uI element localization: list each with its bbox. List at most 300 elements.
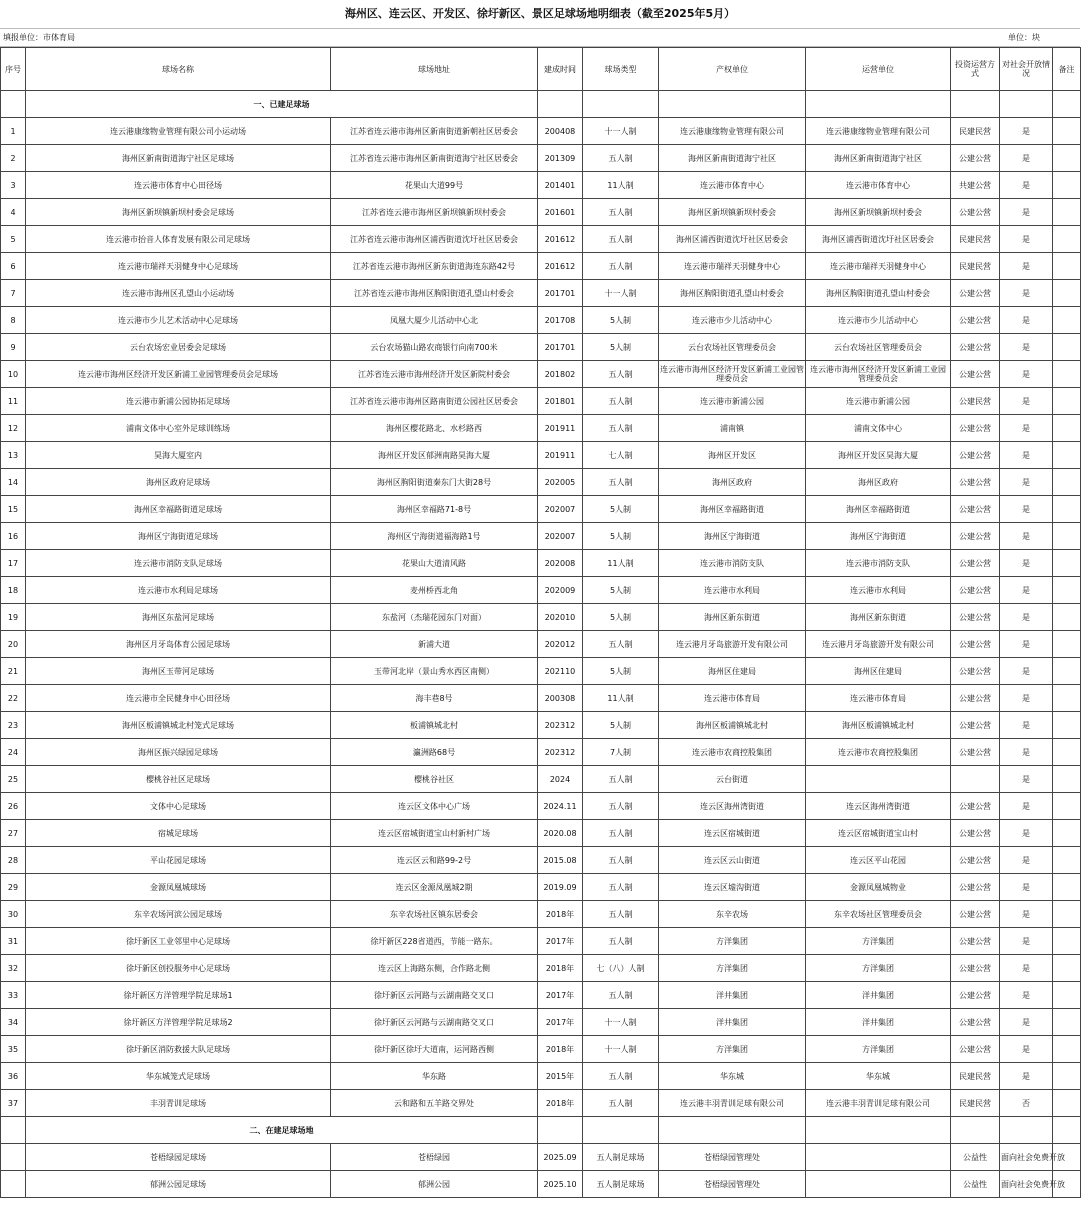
- cell-time: 200408: [538, 118, 583, 145]
- cell-addr: 江苏省连云港市海州区新东街道海连东路42号: [331, 253, 538, 280]
- table-cell: [1053, 91, 1081, 118]
- cell-note: [1053, 1090, 1081, 1117]
- cell-invest: 公建公营: [951, 1036, 1000, 1063]
- cell-name: 连云港市消防支队足球场: [26, 550, 331, 577]
- cell-time: 202005: [538, 469, 583, 496]
- cell-no: 23: [1, 712, 26, 739]
- cell-name: 金源凤凰城球场: [26, 874, 331, 901]
- table-row: [1, 361, 1081, 388]
- cell-operator: 连云区宿城街道宝山村: [806, 820, 951, 847]
- cell-operator: 连云港月牙岛旅游开发有限公司: [806, 631, 951, 658]
- table-row: [1, 685, 1081, 712]
- cell-note: [1053, 847, 1081, 874]
- col-header-operator: 运营单位: [806, 48, 951, 91]
- cell-owner: 海州区浦西街道沈圩社区居委会: [659, 226, 806, 253]
- table-cell: [659, 1117, 806, 1144]
- cell-owner: 连云港市消防支队: [659, 550, 806, 577]
- cell-owner: 海州区宁海街道: [659, 523, 806, 550]
- cell-open: 是: [1000, 550, 1053, 577]
- table-row: [1, 307, 1081, 334]
- cell-time: 2018年: [538, 901, 583, 928]
- cell-name: 徐圩新区方洋管理学院足球场1: [26, 982, 331, 1009]
- cell-operator: 连云港市水利局: [806, 577, 951, 604]
- cell-invest: 公建公营: [951, 820, 1000, 847]
- cell-time: 201802: [538, 361, 583, 388]
- cell-open: 是: [1000, 577, 1053, 604]
- cell-operator: 海州区幸福路街道: [806, 496, 951, 523]
- table-cell: [951, 91, 1000, 118]
- table-cell: [951, 1117, 1000, 1144]
- cell-addr: 苍梧绿园: [331, 1144, 538, 1171]
- cell-owner: 连云港市体育中心: [659, 172, 806, 199]
- cell-no: 1: [1, 118, 26, 145]
- cell-open: 面向社会免费开放: [1000, 1144, 1053, 1171]
- cell-invest: 公建公营: [951, 496, 1000, 523]
- cell-note: [1053, 415, 1081, 442]
- cell-invest: 公建公营: [951, 685, 1000, 712]
- cell-addr: 江苏省连云港市海州经济开发区新院村委会: [331, 361, 538, 388]
- cell-time: 201701: [538, 334, 583, 361]
- cell-addr: 徐圩新区云河路与云湖南路交叉口: [331, 1009, 538, 1036]
- cell-addr: 连云区云和路99-2号: [331, 847, 538, 874]
- cell-addr: 樱桃谷社区: [331, 766, 538, 793]
- cell-no: 10: [1, 361, 26, 388]
- cell-no: 36: [1, 1063, 26, 1090]
- cell-open: 是: [1000, 118, 1053, 145]
- cell-note: [1053, 361, 1081, 388]
- cell-time: 200308: [538, 685, 583, 712]
- cell-invest: 公建公营: [951, 280, 1000, 307]
- col-header-note: 备注: [1053, 48, 1081, 91]
- cell-owner: 海州区住建局: [659, 658, 806, 685]
- cell-note: [1053, 334, 1081, 361]
- cell-type: 五人制: [583, 874, 659, 901]
- cell-name: 海州区政府足球场: [26, 469, 331, 496]
- cell-no: 20: [1, 631, 26, 658]
- cell-owner: 连云港市农商控股集团: [659, 739, 806, 766]
- cell-type: 五人制: [583, 928, 659, 955]
- cell-operator: 海州区板浦镇城北村: [806, 712, 951, 739]
- cell-note: [1053, 442, 1081, 469]
- cell-invest: 民建民营: [951, 1063, 1000, 1090]
- table-cell: [1, 1117, 26, 1144]
- section-row: [1, 91, 1081, 118]
- table-cell: [538, 1117, 583, 1144]
- cell-invest: 公建公营: [951, 928, 1000, 955]
- cell-addr: 江苏省连云港市海州区浦西街道沈圩社区居委会: [331, 226, 538, 253]
- cell-operator: 连云港市瑞祥天羽健身中心: [806, 253, 951, 280]
- cell-type: 五人制: [583, 982, 659, 1009]
- cell-open: 是: [1000, 172, 1053, 199]
- table-row: [1, 145, 1081, 172]
- cell-open: 是: [1000, 847, 1053, 874]
- cell-type: 五人制: [583, 901, 659, 928]
- cell-addr: 徐圩新区228省道西，节能一路东。: [331, 928, 538, 955]
- cell-open: 是: [1000, 442, 1053, 469]
- cell-time: 201801: [538, 388, 583, 415]
- cell-time: 201401: [538, 172, 583, 199]
- cell-note: [1053, 739, 1081, 766]
- cell-name: 连云港市体育中心田径场: [26, 172, 331, 199]
- cell-addr: 东盐河（杰瑞花园东门对面）: [331, 604, 538, 631]
- cell-open: 是: [1000, 415, 1053, 442]
- cell-addr: 连云区文体中心广场: [331, 793, 538, 820]
- cell-name: 连云港康缘物业管理有限公司小运动场: [26, 118, 331, 145]
- cell-type: 五人制: [583, 361, 659, 388]
- table-row: [1, 334, 1081, 361]
- cell-no: [1, 1144, 26, 1171]
- cell-operator: 东辛农场社区管理委员会: [806, 901, 951, 928]
- cell-type: 5人制: [583, 712, 659, 739]
- table-row: [1, 577, 1081, 604]
- cell-owner: 东辛农场: [659, 901, 806, 928]
- table-row: [1, 1009, 1081, 1036]
- cell-addr: 云台农场猫山路农商银行向南700米: [331, 334, 538, 361]
- cell-open: 是: [1000, 307, 1053, 334]
- cell-operator: [806, 1144, 951, 1171]
- cell-open: 是: [1000, 685, 1053, 712]
- col-header-owner: 产权单位: [659, 48, 806, 91]
- cell-time: 202009: [538, 577, 583, 604]
- cell-no: 34: [1, 1009, 26, 1036]
- cell-type: 五人制: [583, 631, 659, 658]
- cell-operator: 浦南文体中心: [806, 415, 951, 442]
- cell-type: 11人制: [583, 685, 659, 712]
- table-row: [1, 442, 1081, 469]
- cell-no: 35: [1, 1036, 26, 1063]
- cell-operator: 连云区海州湾街道: [806, 793, 951, 820]
- cell-owner: 连云港市水利局: [659, 577, 806, 604]
- cell-no: 32: [1, 955, 26, 982]
- cell-name: 云台农场宏业居委会足球场: [26, 334, 331, 361]
- unit-label: 单位：块: [1008, 33, 1040, 42]
- cell-name: 徐圩新区工业邻里中心足球场: [26, 928, 331, 955]
- cell-type: 11人制: [583, 172, 659, 199]
- table-row: [1, 388, 1081, 415]
- cell-type: 五人制: [583, 469, 659, 496]
- cell-name: 海州区新南街道海宁社区足球场: [26, 145, 331, 172]
- cell-owner: 连云区墟沟街道: [659, 874, 806, 901]
- col-header-invest: 投资运营方式: [951, 48, 1000, 91]
- cell-time: 2017年: [538, 982, 583, 1009]
- cell-open: 是: [1000, 388, 1053, 415]
- cell-note: [1053, 604, 1081, 631]
- cell-operator: 海州区宁海街道: [806, 523, 951, 550]
- table-row: [1, 874, 1081, 901]
- cell-invest: 公建公营: [951, 361, 1000, 388]
- cell-name: 浦南文体中心室外足球训练场: [26, 415, 331, 442]
- cell-name: 丰羽青训足球场: [26, 1090, 331, 1117]
- cell-type: 十一人制: [583, 1036, 659, 1063]
- table-cell: [583, 1117, 659, 1144]
- col-header-time: 建成时间: [538, 48, 583, 91]
- cell-no: 21: [1, 658, 26, 685]
- cell-name: 海州区东盐河足球场: [26, 604, 331, 631]
- table-row: [1, 280, 1081, 307]
- cell-name: 徐圩新区创投服务中心足球场: [26, 955, 331, 982]
- cell-no: 18: [1, 577, 26, 604]
- table-row: [1, 793, 1081, 820]
- cell-no: 12: [1, 415, 26, 442]
- cell-open: 是: [1000, 820, 1053, 847]
- cell-owner: 方洋集团: [659, 955, 806, 982]
- cell-time: 2020.08: [538, 820, 583, 847]
- section-title: 一、已建足球场: [26, 91, 538, 118]
- table-row: [1, 928, 1081, 955]
- cell-owner: 华东城: [659, 1063, 806, 1090]
- cell-name: 徐圩新区消防救援大队足球场: [26, 1036, 331, 1063]
- table-row: [1, 712, 1081, 739]
- cell-open: 是: [1000, 469, 1053, 496]
- cell-open: 是: [1000, 1036, 1053, 1063]
- cell-no: 29: [1, 874, 26, 901]
- cell-name: 海州区宁海街道足球场: [26, 523, 331, 550]
- cell-operator: 云台农场社区管理委员会: [806, 334, 951, 361]
- table-row: [1, 469, 1081, 496]
- cell-owner: 浦南镇: [659, 415, 806, 442]
- cell-no: 11: [1, 388, 26, 415]
- cell-invest: 公建公营: [951, 469, 1000, 496]
- cell-owner: 连云港市海州区经济开发区新浦工业园管理委员会: [659, 361, 806, 388]
- cell-addr: 凤凰大厦少儿活动中心北: [331, 307, 538, 334]
- cell-operator: 海州区新东街道: [806, 604, 951, 631]
- cell-note: [1053, 955, 1081, 982]
- cell-operator: 海州区政府: [806, 469, 951, 496]
- cell-owner: 连云港市少儿活动中心: [659, 307, 806, 334]
- cell-time: 202110: [538, 658, 583, 685]
- cell-owner: 洋井集团: [659, 1009, 806, 1036]
- cell-type: 五人制: [583, 199, 659, 226]
- table-body: [1, 91, 1081, 1198]
- cell-note: [1053, 928, 1081, 955]
- table-row: [1, 1171, 1081, 1198]
- cell-type: 五人制: [583, 388, 659, 415]
- stadium-table: [0, 47, 1081, 1198]
- cell-owner: 连云港月牙岛旅游开发有限公司: [659, 631, 806, 658]
- cell-name: 文体中心足球场: [26, 793, 331, 820]
- table-row: [1, 847, 1081, 874]
- cell-invest: 公建公营: [951, 307, 1000, 334]
- table-cell: [1053, 1117, 1081, 1144]
- cell-owner: 海州区新坝镇新坝村委会: [659, 199, 806, 226]
- table-row: [1, 631, 1081, 658]
- cell-name: 连云港市水利局足球场: [26, 577, 331, 604]
- cell-addr: 东辛农场社区镇东居委会: [331, 901, 538, 928]
- cell-note: [1053, 226, 1081, 253]
- cell-operator: [806, 1171, 951, 1198]
- table-cell: [806, 91, 951, 118]
- cell-time: 202008: [538, 550, 583, 577]
- cell-addr: 江苏省连云港市海州区新南街道新朝社区居委会: [331, 118, 538, 145]
- table-row: [1, 118, 1081, 145]
- cell-operator: 方洋集团: [806, 928, 951, 955]
- cell-name: 连云港市海州区经济开发区新浦工业园管理委员会足球场: [26, 361, 331, 388]
- cell-no: 28: [1, 847, 26, 874]
- cell-invest: 公建公营: [951, 442, 1000, 469]
- cell-owner: 连云港市瑞祥天羽健身中心: [659, 253, 806, 280]
- cell-note: [1053, 496, 1081, 523]
- cell-type: 五人制: [583, 1063, 659, 1090]
- cell-owner: 连云港市新浦公园: [659, 388, 806, 415]
- table-cell: [1, 91, 26, 118]
- cell-owner: 海州区新东街道: [659, 604, 806, 631]
- cell-operator: 海州区浦西街道沈圩社区居委会: [806, 226, 951, 253]
- cell-operator: 连云港市体育局: [806, 685, 951, 712]
- cell-no: 33: [1, 982, 26, 1009]
- cell-invest: 公建公营: [951, 847, 1000, 874]
- cell-operator: 海州区新坝镇新坝村委会: [806, 199, 951, 226]
- cell-operator: 连云港康缘物业管理有限公司: [806, 118, 951, 145]
- cell-addr: 海州区幸福路71-8号: [331, 496, 538, 523]
- table-row: [1, 550, 1081, 577]
- cell-name: 连云港市瑞祥天羽健身中心足球场: [26, 253, 331, 280]
- cell-invest: 公建公营: [951, 793, 1000, 820]
- cell-open: 是: [1000, 226, 1053, 253]
- cell-note: [1053, 982, 1081, 1009]
- cell-time: 201911: [538, 442, 583, 469]
- cell-owner: 方洋集团: [659, 928, 806, 955]
- cell-no: 16: [1, 523, 26, 550]
- cell-open: 是: [1000, 1009, 1053, 1036]
- col-header-open: 对社会开放情况: [1000, 48, 1053, 91]
- cell-invest: 公建公营: [951, 523, 1000, 550]
- cell-addr: 海州区开发区郁洲南路昊海大厦: [331, 442, 538, 469]
- cell-type: 五人制: [583, 415, 659, 442]
- cell-addr: 花果山大道清风路: [331, 550, 538, 577]
- cell-time: 2017年: [538, 1009, 583, 1036]
- cell-time: 2024: [538, 766, 583, 793]
- cell-name: 海州区振兴绿园足球场: [26, 739, 331, 766]
- cell-time: 2015年: [538, 1063, 583, 1090]
- cell-no: 37: [1, 1090, 26, 1117]
- cell-open: 是: [1000, 874, 1053, 901]
- cell-invest: 公建公营: [951, 199, 1000, 226]
- cell-no: 24: [1, 739, 26, 766]
- cell-type: 五人制: [583, 226, 659, 253]
- cell-name: 樱桃谷社区足球场: [26, 766, 331, 793]
- cell-open: 是: [1000, 658, 1053, 685]
- table-cell: [538, 91, 583, 118]
- table-row: [1, 172, 1081, 199]
- cell-note: [1053, 658, 1081, 685]
- col-header-no: 序号: [1, 48, 26, 91]
- table-cell: [659, 91, 806, 118]
- cell-open: 是: [1000, 334, 1053, 361]
- cell-time: 202312: [538, 712, 583, 739]
- cell-name: 苍梧绿园足球场: [26, 1144, 331, 1171]
- cell-time: 202010: [538, 604, 583, 631]
- cell-name: 海州区新坝镇新坝村委会足球场: [26, 199, 331, 226]
- cell-addr: 江苏省连云港市海州区新南街道海宁社区居委会: [331, 145, 538, 172]
- cell-open: 否: [1000, 1090, 1053, 1117]
- cell-invest: 公建公营: [951, 577, 1000, 604]
- cell-no: 26: [1, 793, 26, 820]
- col-header-name: 球场名称: [26, 48, 331, 91]
- cell-open: 是: [1000, 901, 1053, 928]
- cell-time: 2018年: [538, 1090, 583, 1117]
- cell-addr: 郁洲公园: [331, 1171, 538, 1198]
- cell-addr: 海州区宁海街道福海路1号: [331, 523, 538, 550]
- cell-type: 七（八）人制: [583, 955, 659, 982]
- table-row: [1, 658, 1081, 685]
- cell-operator: 洋井集团: [806, 1009, 951, 1036]
- cell-addr: 徐圩新区云河路与云湖南路交叉口: [331, 982, 538, 1009]
- cell-note: [1053, 1063, 1081, 1090]
- cell-owner: 海州区新南街道海宁社区: [659, 145, 806, 172]
- cell-addr: 连云区上海路东侧，合作路北侧: [331, 955, 538, 982]
- cell-name: 海州区月牙岛体育公园足球场: [26, 631, 331, 658]
- cell-time: 201612: [538, 226, 583, 253]
- cell-open: 是: [1000, 712, 1053, 739]
- cell-invest: 公建公营: [951, 604, 1000, 631]
- cell-no: [1, 1171, 26, 1198]
- table-row: [1, 415, 1081, 442]
- header-row: [1, 48, 1081, 91]
- cell-open: 是: [1000, 793, 1053, 820]
- cell-name: 连云港市抬音人体育发展有限公司足球场: [26, 226, 331, 253]
- cell-no: 19: [1, 604, 26, 631]
- cell-note: [1053, 631, 1081, 658]
- cell-no: 3: [1, 172, 26, 199]
- cell-owner: 海州区政府: [659, 469, 806, 496]
- cell-type: 五人制: [583, 1090, 659, 1117]
- table-row: [1, 1063, 1081, 1090]
- cell-owner: 苍梧绿园管理处: [659, 1144, 806, 1171]
- table-row: [1, 739, 1081, 766]
- cell-name: 连云港市新浦公园协拓足球场: [26, 388, 331, 415]
- table-cell: [806, 1117, 951, 1144]
- cell-addr: 海丰巷8号: [331, 685, 538, 712]
- cell-no: 30: [1, 901, 26, 928]
- cell-invest: 公建公营: [951, 901, 1000, 928]
- cell-owner: 云台街道: [659, 766, 806, 793]
- cell-time: 2018年: [538, 1036, 583, 1063]
- table-row: [1, 604, 1081, 631]
- cell-type: 5人制: [583, 334, 659, 361]
- cell-no: 9: [1, 334, 26, 361]
- table-cell: [583, 91, 659, 118]
- cell-no: 27: [1, 820, 26, 847]
- cell-time: 201708: [538, 307, 583, 334]
- cell-open: 是: [1000, 253, 1053, 280]
- cell-owner: 海州区开发区: [659, 442, 806, 469]
- cell-addr: 瀛洲路68号: [331, 739, 538, 766]
- cell-note: [1053, 901, 1081, 928]
- cell-invest: 公建公营: [951, 550, 1000, 577]
- cell-operator: 海州区新南街道海宁社区: [806, 145, 951, 172]
- cell-invest: 公建公营: [951, 631, 1000, 658]
- cell-open: 是: [1000, 766, 1053, 793]
- cell-name: 海州区玉带河足球场: [26, 658, 331, 685]
- cell-addr: 连云区宿城街道宝山村新村广场: [331, 820, 538, 847]
- cell-type: 五人制足球场: [583, 1171, 659, 1198]
- cell-invest: 民建民营: [951, 118, 1000, 145]
- cell-note: [1053, 280, 1081, 307]
- cell-open: 是: [1000, 496, 1053, 523]
- cell-open: 是: [1000, 955, 1053, 982]
- cell-no: 15: [1, 496, 26, 523]
- table-row: [1, 955, 1081, 982]
- cell-no: 31: [1, 928, 26, 955]
- cell-invest: 公建公营: [951, 1009, 1000, 1036]
- cell-invest: 民建民营: [951, 1090, 1000, 1117]
- cell-operator: 连云港市体育中心: [806, 172, 951, 199]
- cell-time: 201612: [538, 253, 583, 280]
- cell-no: 7: [1, 280, 26, 307]
- cell-note: [1053, 307, 1081, 334]
- cell-operator: [806, 766, 951, 793]
- cell-time: 201601: [538, 199, 583, 226]
